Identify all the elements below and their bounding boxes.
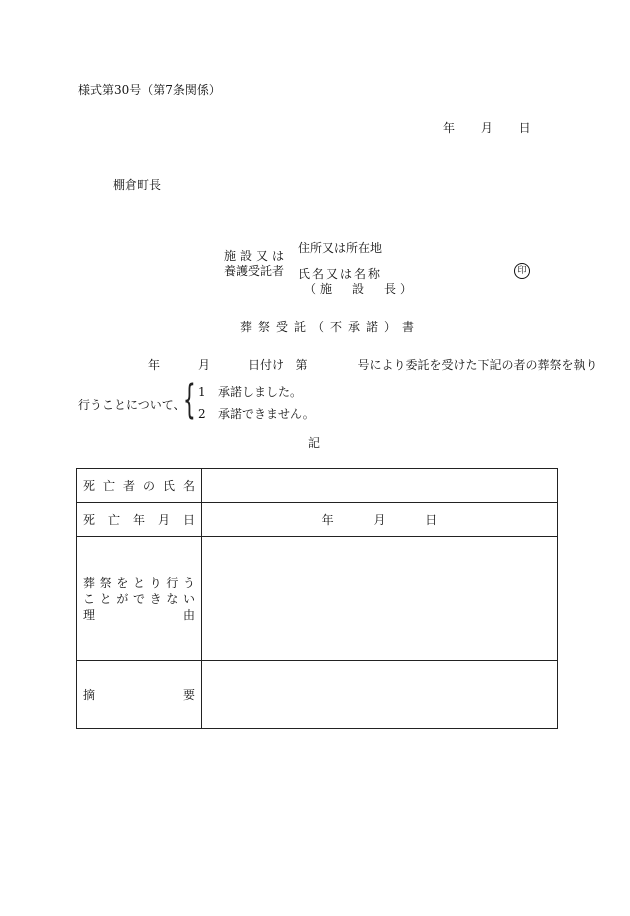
- document-title: 葬祭受託（不承諾）書: [240, 320, 421, 334]
- remarks-label: [77, 661, 202, 729]
- body-dated: 日付け: [248, 358, 285, 372]
- option-refuse-text: 承諾できません。: [218, 407, 315, 421]
- table-row: [77, 469, 558, 503]
- document-date: 年 月 日: [443, 121, 531, 135]
- ki-heading: 記: [308, 436, 321, 450]
- remarks-label-text: 摘 要: [83, 687, 195, 702]
- option-refuse: [198, 405, 315, 422]
- body-line1-rest: 号により委託を受けた下記の者の葬祭を執り: [357, 358, 598, 372]
- reason-label: [77, 537, 202, 661]
- applicant-type-line2: 養護受託者: [224, 264, 285, 278]
- deceased-name-label: [77, 469, 202, 503]
- body-text-line2: 行うことについて、: [78, 398, 186, 412]
- deceased-name-value[interactable]: [202, 469, 558, 503]
- option-refuse-number: 2: [198, 407, 206, 421]
- reason-label-line3: 理 由: [83, 607, 195, 622]
- body-month: 月: [198, 358, 211, 372]
- table-row: [77, 503, 558, 537]
- applicant-type-label: [224, 249, 284, 279]
- brace-icon: {: [183, 377, 196, 423]
- option-consent: [198, 383, 302, 400]
- table-row: [77, 661, 558, 729]
- death-date-label: [77, 503, 202, 537]
- death-date-label-text: 死亡年月日: [83, 512, 195, 527]
- reason-label-line1: 葬祭をとり行う: [83, 575, 195, 590]
- applicant-type-line1: 施設又は: [224, 249, 284, 263]
- address-label: 住所又は所在地: [298, 241, 383, 255]
- option-consent-text: 承諾しました。: [218, 385, 303, 399]
- option-consent-number: 1: [198, 385, 206, 399]
- reason-value[interactable]: [202, 537, 558, 661]
- facility-head-label: （施 設 長）: [304, 282, 417, 296]
- addressee: 棚倉町長: [113, 178, 162, 192]
- remarks-value[interactable]: [202, 661, 558, 729]
- seal-mark-icon: 印: [514, 263, 530, 279]
- table-row: [77, 537, 558, 661]
- reason-label-line2: ことができない: [83, 591, 195, 606]
- body-year: 年: [148, 358, 161, 372]
- record-table: [76, 468, 558, 729]
- form-number: 様式第30号（第7条関係）: [78, 83, 221, 97]
- name-label: 氏名又は名称: [298, 267, 383, 281]
- deceased-name-label-text: 死亡者の氏名: [83, 478, 195, 493]
- body-number-prefix: 第: [295, 358, 308, 372]
- body-text-line1: [148, 356, 598, 373]
- death-date-value[interactable]: 年 月 日: [202, 503, 558, 537]
